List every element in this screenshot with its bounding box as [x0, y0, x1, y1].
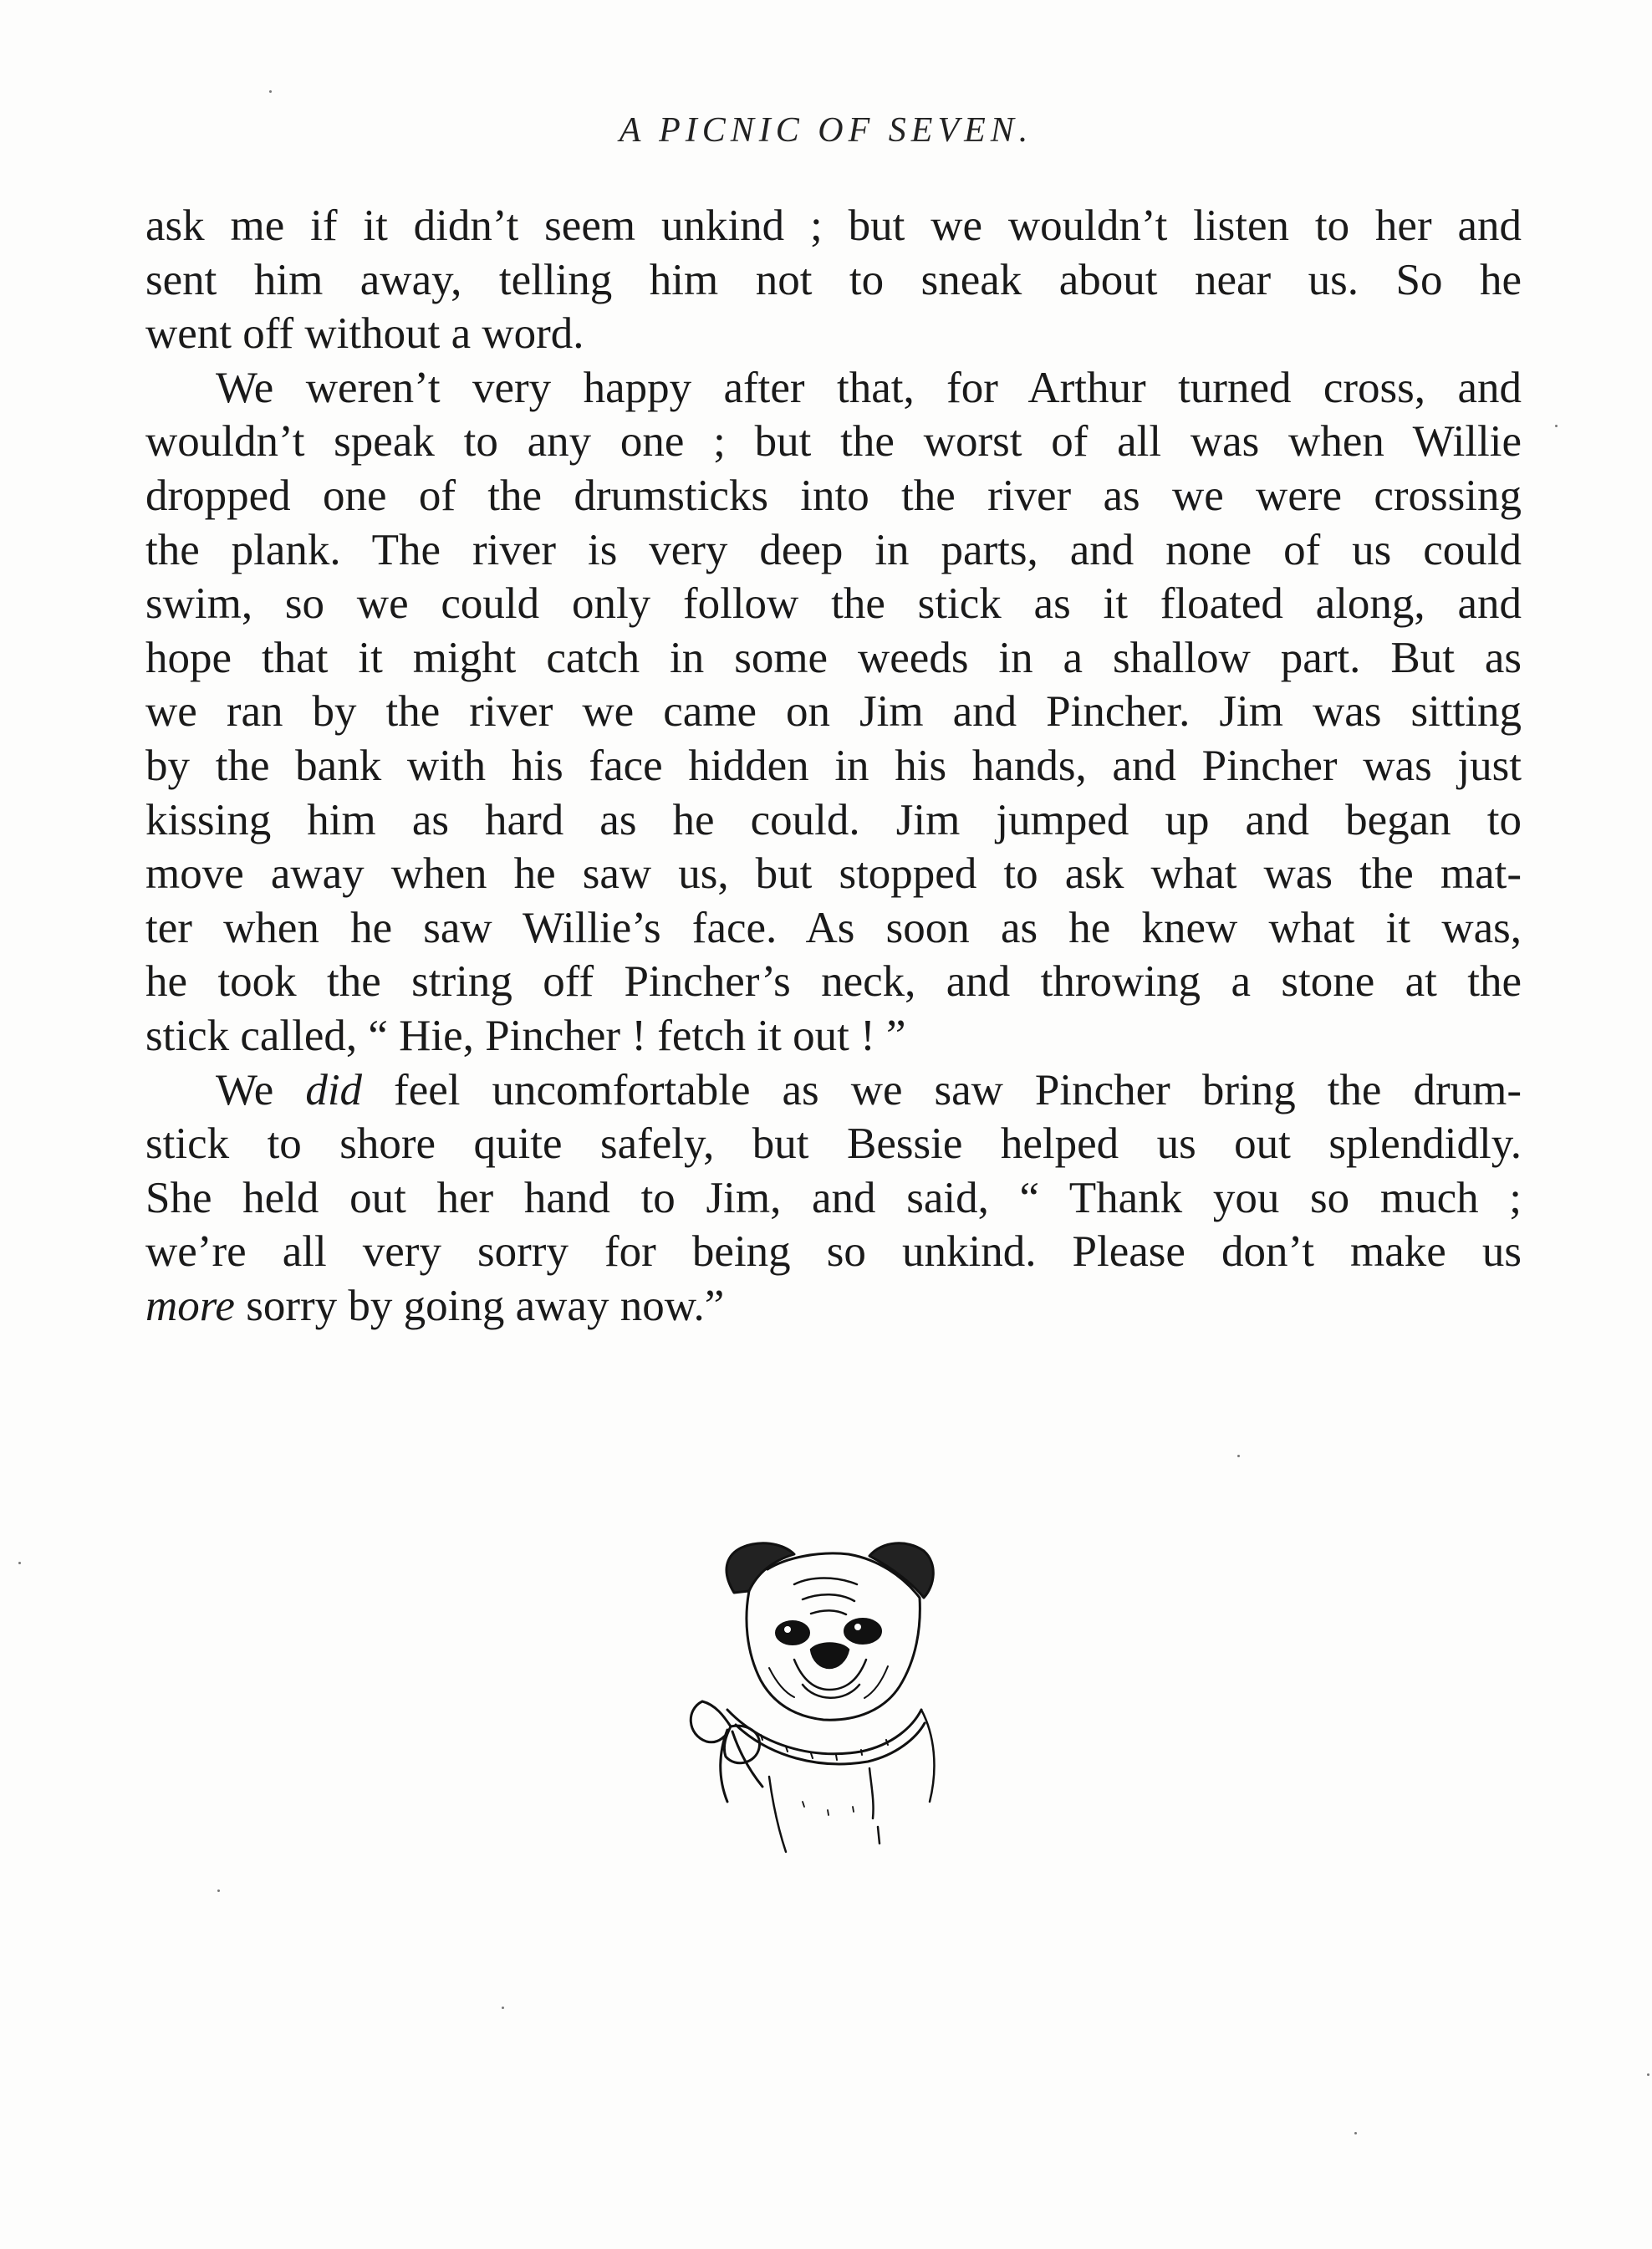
text-line — [145, 1063, 1522, 1118]
dog-left-ear — [727, 1543, 794, 1593]
text-line — [145, 955, 1522, 1009]
text-span: stick to shore quite safely, but Bessie helped us out splendidly. — [145, 1119, 1522, 1169]
dog-left-eye — [776, 1621, 809, 1645]
text-line — [145, 361, 1522, 416]
text-span: sent him away, telling him not to sneak about near us. So he — [145, 255, 1522, 304]
text-line — [145, 739, 1522, 793]
text-line — [145, 577, 1522, 631]
text-span: wouldn’t speak to any one ; but the worst of all was when Willie — [145, 417, 1522, 467]
text-span: We — [216, 1065, 306, 1114]
text-line — [145, 415, 1522, 469]
text-span: ask me if it didn’t seem unkind ; but we wouldn’t listen to her and — [145, 201, 1522, 250]
italic-word: did — [305, 1065, 363, 1114]
dog-right-eye — [844, 1619, 881, 1644]
text-line — [145, 523, 1522, 578]
text-line — [145, 1117, 1522, 1171]
text-line — [145, 469, 1522, 523]
text-span: dropped one of the drumsticks into the river as we were crossing — [145, 471, 1522, 520]
text-span: swim, so we could only follow the stick as it floated along, and — [145, 579, 1522, 629]
text-span: feel uncomfortable as we saw Pincher bring the drum- — [362, 1065, 1522, 1114]
pug-dog-illustration — [669, 1526, 987, 1860]
text-span: sorry by going away now.” — [234, 1281, 725, 1330]
text-line — [145, 1171, 1522, 1226]
text-line — [145, 307, 1522, 361]
text-line — [145, 685, 1522, 739]
text-span: we ran by the river we came on Jim and Pincher. Jim was sitting — [145, 687, 1522, 737]
dog-right-ear — [869, 1543, 933, 1598]
text-span: he took the string off Pincher’s neck, and throwing a stone at the — [145, 957, 1522, 1007]
text-line — [145, 901, 1522, 956]
text-line — [145, 253, 1522, 308]
text-span: the plank. The river is very deep in parts, and none of us could — [145, 525, 1522, 574]
italic-word: more — [145, 1281, 235, 1330]
text-line — [145, 1009, 1522, 1063]
text-line — [145, 1279, 1522, 1334]
body-text — [145, 199, 1522, 1333]
text-span: hope that it might catch in some weeds in a shallow part. But as — [145, 633, 1522, 682]
text-span: move away when he saw us, but stopped to ask what was the mat- — [145, 849, 1522, 899]
dog-bow — [691, 1701, 762, 1802]
text-line — [145, 1225, 1522, 1279]
text-line — [145, 631, 1522, 686]
dog-nose — [811, 1644, 849, 1669]
text-span: She held out her hand to Jim, and said, “ Thank you so much ; — [145, 1173, 1522, 1222]
text-span: we’re all very sorry for being so unkind. Please don’t make us — [145, 1227, 1522, 1277]
dog-brow-wrinkles — [794, 1578, 857, 1615]
text-span: went off without a word. — [145, 309, 584, 359]
text-span: kissing him as hard as he could. Jim jumped up and began to — [145, 795, 1522, 844]
dog-body-outline — [769, 1710, 934, 1852]
text-span: We weren’t very happy after that, for Arthur turned cross, and — [216, 363, 1522, 412]
text-line — [145, 793, 1522, 848]
text-span: ter when he saw Willie’s face. As soon as he knew what it was, — [145, 903, 1522, 952]
text-line — [145, 199, 1522, 253]
text-line — [145, 847, 1522, 901]
running-head: A PICNIC OF SEVEN. — [619, 111, 1033, 150]
text-span: by the bank with his face hidden in his hands, and Pincher was just — [145, 741, 1522, 790]
text-span: stick called, “ Hie, Pincher ! fetch it out ! ” — [145, 1011, 906, 1060]
